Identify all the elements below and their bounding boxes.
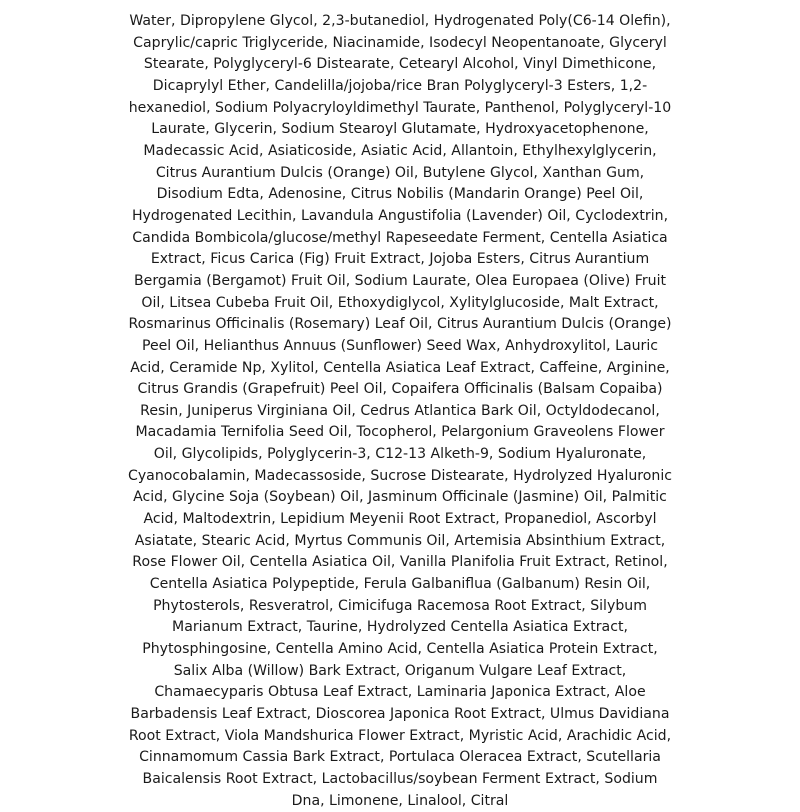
ingredient-line: Asiatate, Stearic Acid, Myrtus Communis Oil, Artemisia Absinthium Extract, <box>134 532 666 549</box>
ingredient-line: Caprylic/capric Triglyceride, Niacinamide, Isodecyl Neopentanoate, Glyceryl <box>133 34 667 51</box>
ingredient-line: Cinnamomum Cassia Bark Extract, Portulaca Oleracea Extract, Scutellaria <box>139 749 661 766</box>
ingredient-line: Marianum Extract, Taurine, Hydrolyzed Centella Asiatica Extract, <box>172 619 628 636</box>
ingredient-line: Bergamia (Bergamot) Fruit Oil, Sodium Laurate, Olea Europaea (Olive) Fruit <box>133 272 667 289</box>
ingredient-line: Chamaecyparis Obtusa Leaf Extract, Laminaria Japonica Extract, Aloe <box>154 684 646 701</box>
ingredient-line: Peel Oil, Helianthus Annuus (Sunflower) Seed Wax, Anhydroxylitol, Lauric <box>141 337 659 354</box>
ingredient-line: Extract, Ficus Carica (Fig) Fruit Extract, Jojoba Esters, Citrus Aurantium <box>150 251 650 268</box>
ingredient-line: Water, Dipropylene Glycol, 2,3-butanediol, Hydrogenated Poly(C6-14 Olefin), <box>129 13 671 29</box>
ingredient-list <box>50 11 750 812</box>
ingredient-line: Root Extract, Viola Mandshurica Flower Extract, Myristic Acid, Arachidic Acid, <box>128 727 672 744</box>
ingredient-line: Cyanocobalamin, Madecassoside, Sucrose Distearate, Hydrolyzed Hyaluronic <box>128 467 672 484</box>
ingredient-line: Citrus Grandis (Grapefruit) Peel Oil, Copaifera Officinalis (Balsam Copaiba) <box>137 381 663 398</box>
ingredient-line: Disodium Edta, Adenosine, Citrus Nobilis (Mandarin Orange) Peel Oil, <box>156 186 644 203</box>
ingredient-line: hexanediol, Sodium Polyacryloyldimethyl Taurate, Panthenol, Polyglyceryl-10 <box>128 99 672 116</box>
ingredient-line: Rosmarinus Officinalis (Rosemary) Leaf Oil, Citrus Aurantium Dulcis (Orange) <box>128 316 672 333</box>
ingredient-line: Dna, Limonene, Linalool, Citral <box>291 792 509 809</box>
ingredient-line: Macadamia Ternifolia Seed Oil, Tocopherol, Pelargonium Graveolens Flower <box>135 424 665 441</box>
ingredient-line: Baicalensis Root Extract, Lactobacillus/soybean Ferment Extract, Sodium <box>142 770 658 787</box>
ingredient-line: Citrus Aurantium Dulcis (Orange) Oil, Butylene Glycol, Xanthan Gum, <box>155 164 645 181</box>
ingredient-line: Oil, Litsea Cubeba Fruit Oil, Ethoxydiglycol, Xylitylglucoside, Malt Extract, <box>141 294 659 311</box>
ingredient-line: Phytosphingosine, Centella Amino Acid, Centella Asiatica Protein Extract, <box>142 641 658 658</box>
ingredient-line: Candida Bombicola/glucose/methyl Rapeseedate Ferment, Centella Asiatica <box>132 229 668 246</box>
ingredient-line: Resin, Juniperus Virginiana Oil, Cedrus Atlantica Bark Oil, Octyldodecanol, <box>140 402 660 419</box>
ingredient-line: Rose Flower Oil, Centella Asiatica Oil, Vanilla Planifolia Fruit Extract, Retinol, <box>132 554 668 571</box>
ingredient-line: Hydrogenated Lecithin, Lavandula Angustifolia (Lavender) Oil, Cyclodextrin, <box>131 207 669 224</box>
ingredient-line: Acid, Ceramide Np, Xylitol, Centella Asiatica Leaf Extract, Caffeine, Arginine, <box>130 359 670 376</box>
ingredient-line: Centella Asiatica Polypeptide, Ferula Galbaniflua (Galbanum) Resin Oil, <box>149 576 651 593</box>
ingredient-line: Acid, Glycine Soja (Soybean) Oil, Jasminum Officinale (Jasmine) Oil, Palmitic <box>133 489 667 506</box>
ingredient-line: Barbadensis Leaf Extract, Dioscorea Japonica Root Extract, Ulmus Davidiana <box>130 706 670 722</box>
ingredient-line: Acid, Maltodextrin, Lepidium Meyenii Root Extract, Propanediol, Ascorbyl <box>143 511 657 528</box>
ingredient-line: Oil, Glycolipids, Polyglycerin-3, C12-13 Alketh-9, Sodium Hyaluronate, <box>153 446 647 463</box>
ingredient-line: Madecassic Acid, Asiaticoside, Asiatic Acid, Allantoin, Ethylhexylglycerin, <box>143 142 657 159</box>
ingredient-line: Salix Alba (Willow) Bark Extract, Origanum Vulgare Leaf Extract, <box>173 662 627 679</box>
ingredient-line: Phytosterols, Resveratrol, Cimicifuga Racemosa Root Extract, Silybum <box>153 597 647 614</box>
ingredient-line: Dicaprylyl Ether, Candelilla/jojoba/rice Bran Polyglyceryl-3 Esters, 1,2- <box>152 77 648 94</box>
ingredient-line: Laurate, Glycerin, Sodium Stearoyl Glutamate, Hydroxyacetophenone, <box>151 121 649 138</box>
ingredient-line: Stearate, Polyglyceryl-6 Distearate, Cetearyl Alcohol, Vinyl Dimethicone, <box>143 56 657 73</box>
